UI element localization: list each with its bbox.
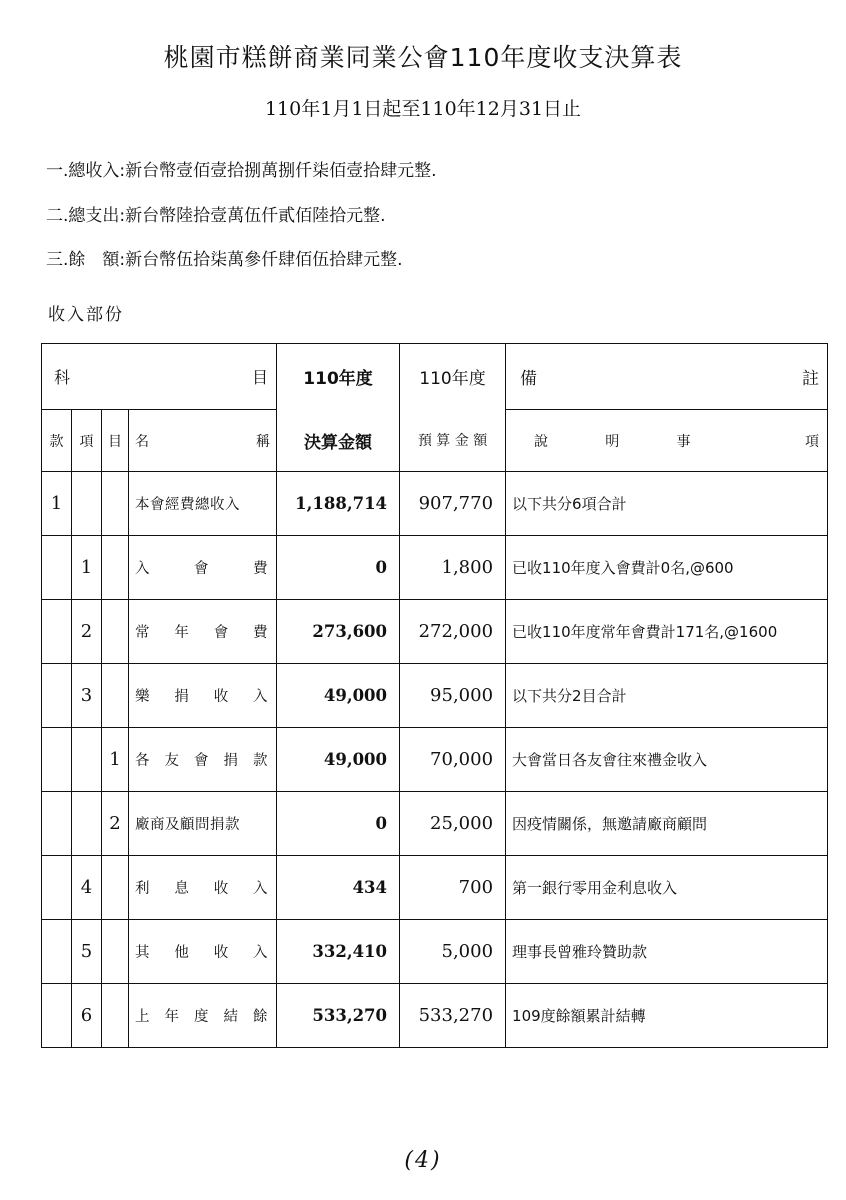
row-actual-amount: 332,410 xyxy=(277,920,400,984)
row-budget-amount: 95,000 xyxy=(400,664,506,728)
row-note: 大會當日各友會往來禮金收入 xyxy=(506,728,828,792)
row-name xyxy=(129,536,277,600)
row-actual-amount: 49,000 xyxy=(277,728,400,792)
row-xiang: 3 xyxy=(72,664,102,728)
row-mu xyxy=(102,984,129,1048)
row-kuan xyxy=(42,600,72,664)
row-name-text: 利 息 收 入 xyxy=(135,881,269,897)
row-note: 109度餘額累計結轉 xyxy=(506,984,828,1048)
row-xiang: 4 xyxy=(72,856,102,920)
row-mu xyxy=(102,920,129,984)
row-note: 因疫情關係，無邀請廠商顧問 xyxy=(506,792,828,856)
row-xiang xyxy=(72,792,102,856)
header-budget-amount: 預 算 金 額 xyxy=(400,410,506,472)
row-actual-amount: 49,000 xyxy=(277,664,400,728)
table-row xyxy=(42,664,828,728)
row-kuan xyxy=(42,728,72,792)
header-remarks: 備 註 xyxy=(506,344,828,410)
row-mu xyxy=(102,664,129,728)
row-budget-amount: 25,000 xyxy=(400,792,506,856)
row-actual-amount: 434 xyxy=(277,856,400,920)
row-name-text: 入 會 費 xyxy=(135,561,269,577)
row-note: 已收110年度常年會費計171名,@1600 xyxy=(506,600,828,664)
header-explain: 說 明 事 項 xyxy=(506,410,828,472)
row-name xyxy=(129,664,277,728)
row-name-text: 常 年 會 費 xyxy=(135,625,269,641)
table-row xyxy=(42,728,828,792)
row-name xyxy=(129,920,277,984)
row-name xyxy=(129,856,277,920)
row-xiang: 1 xyxy=(72,536,102,600)
row-budget-amount: 907,770 xyxy=(400,472,506,536)
header-budget-year: 110年度 xyxy=(400,344,506,410)
row-name-text: 上 年 度 結 餘 xyxy=(135,1009,268,1025)
row-name-text: 各 友 會 捐 款 xyxy=(135,753,268,769)
row-budget-amount: 1,800 xyxy=(400,536,506,600)
header-xiang: 項 xyxy=(72,410,102,472)
table-row xyxy=(42,920,828,984)
row-kuan xyxy=(42,664,72,728)
section-title-income: 收入部份 xyxy=(48,305,124,325)
header-mu: 目 xyxy=(102,410,129,472)
row-xiang: 6 xyxy=(72,984,102,1048)
table-row xyxy=(42,536,828,600)
row-xiang xyxy=(72,472,102,536)
row-actual-amount: 273,600 xyxy=(277,600,400,664)
header-name: 名 稱 xyxy=(129,410,277,472)
table-row xyxy=(42,984,828,1048)
row-kuan xyxy=(42,984,72,1048)
row-name-text: 其 他 收 入 xyxy=(135,945,269,961)
row-name xyxy=(129,728,277,792)
row-kuan xyxy=(42,920,72,984)
row-name xyxy=(129,600,277,664)
income-table xyxy=(41,343,828,1048)
row-actual-amount: 0 xyxy=(277,536,400,600)
page-number: (4) xyxy=(404,1148,442,1173)
summary-balance: 三.餘 額:新台幣伍拾柒萬參仟肆佰伍拾肆元整. xyxy=(46,250,403,270)
table-row xyxy=(42,472,828,536)
row-mu xyxy=(102,536,129,600)
header-actual-amount: 決算金額 xyxy=(277,410,400,472)
row-name: 本會經費總收入 xyxy=(129,472,277,536)
row-note: 以下共分2目合計 xyxy=(506,664,828,728)
page-title: 桃園市糕餅商業同業公會110年度收支決算表 xyxy=(163,43,683,72)
header-actual-year: 110年度 xyxy=(277,344,400,410)
row-kuan xyxy=(42,792,72,856)
row-note: 第一銀行零用金利息收入 xyxy=(506,856,828,920)
row-name-text: 樂 捐 收 入 xyxy=(135,689,269,705)
row-note: 已收110年度入會費計0名,@600 xyxy=(506,536,828,600)
report-period: 110年1月1日起至110年12月31日止 xyxy=(264,98,582,120)
row-budget-amount: 70,000 xyxy=(400,728,506,792)
row-note: 理事長曾雅玲贊助款 xyxy=(506,920,828,984)
row-actual-amount: 533,270 xyxy=(277,984,400,1048)
header-kuan: 款 xyxy=(42,410,72,472)
summary-total-expense: 二.總支出:新台幣陸拾壹萬伍仟貳佰陸拾元整. xyxy=(46,206,386,226)
table-row xyxy=(42,792,828,856)
table-row xyxy=(42,856,828,920)
row-kuan xyxy=(42,536,72,600)
row-mu: 1 xyxy=(102,728,129,792)
row-budget-amount: 700 xyxy=(400,856,506,920)
header-row-1 xyxy=(42,344,828,410)
row-mu xyxy=(102,472,129,536)
row-name: 廠商及顧問捐款 xyxy=(129,792,277,856)
row-budget-amount: 5,000 xyxy=(400,920,506,984)
row-note: 以下共分6項合計 xyxy=(506,472,828,536)
header-row-2 xyxy=(42,410,828,472)
header-kemu: 科 目 xyxy=(42,344,277,410)
row-kuan: 1 xyxy=(42,472,72,536)
row-actual-amount: 0 xyxy=(277,792,400,856)
row-xiang: 5 xyxy=(72,920,102,984)
row-kuan xyxy=(42,856,72,920)
row-mu: 2 xyxy=(102,792,129,856)
row-actual-amount: 1,188,714 xyxy=(277,472,400,536)
row-mu xyxy=(102,600,129,664)
row-mu xyxy=(102,856,129,920)
row-name xyxy=(129,984,277,1048)
row-xiang: 2 xyxy=(72,600,102,664)
row-budget-amount: 272,000 xyxy=(400,600,506,664)
row-xiang xyxy=(72,728,102,792)
table-row xyxy=(42,600,828,664)
summary-total-income: 一.總收入:新台幣壹佰壹拾捌萬捌仟柒佰壹拾肆元整. xyxy=(46,161,437,181)
row-budget-amount: 533,270 xyxy=(400,984,506,1048)
